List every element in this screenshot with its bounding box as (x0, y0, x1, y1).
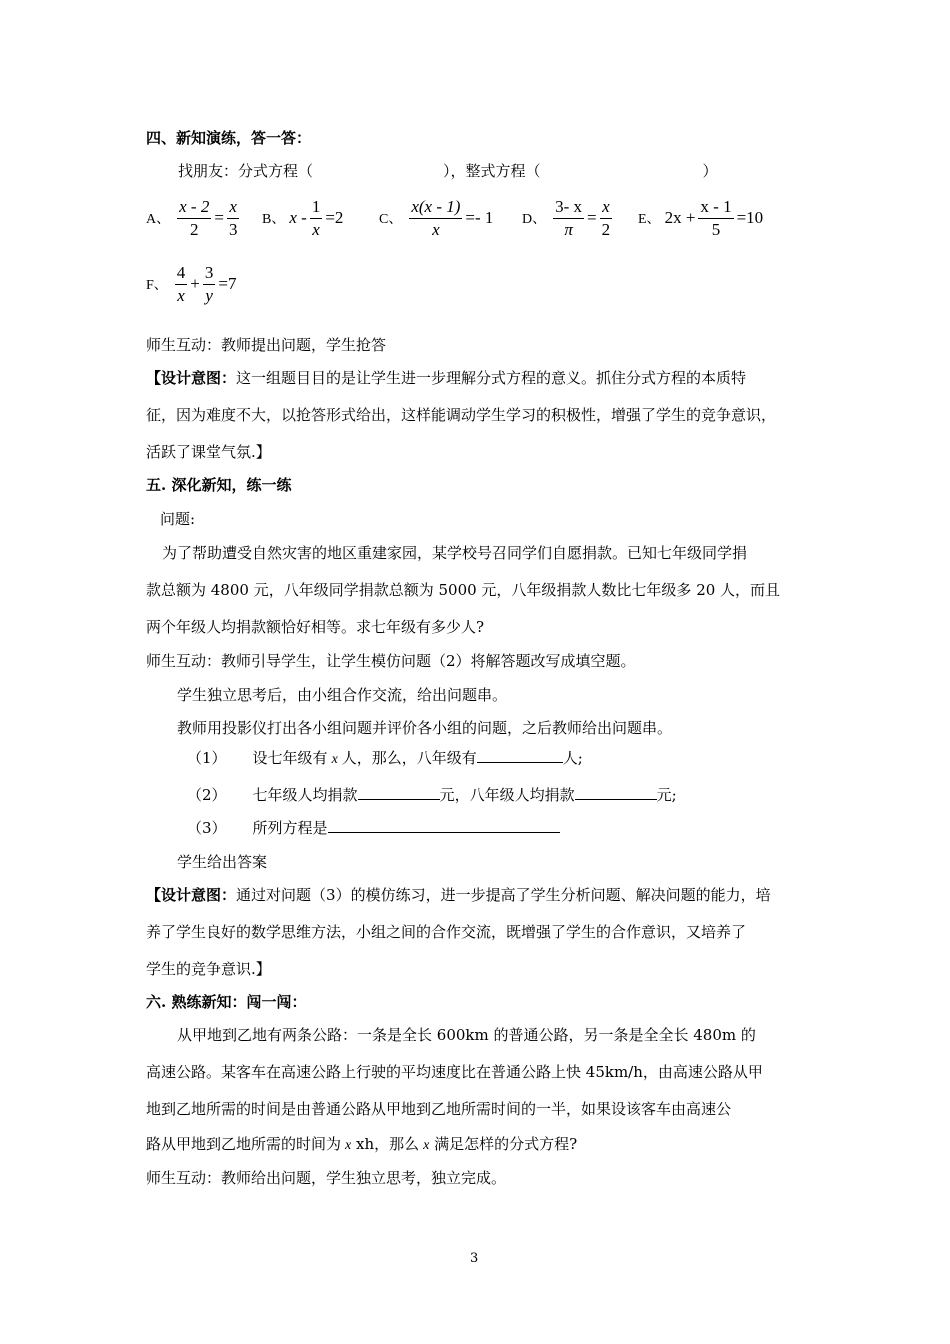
design-intent-1-line3: 活跃了课堂气氛.】 (146, 443, 271, 461)
option-f-fraction-left: $\frac{4}{x}$ (176, 262, 186, 305)
item-2-text-b: 元，八年级人均捐款 (439, 786, 575, 804)
option-f-plus: + (190, 274, 200, 293)
student-answer: 学生给出答案 (177, 853, 268, 871)
section-6-title: 六. 熟练新知：闯一闯： (146, 993, 307, 1011)
item-2-text-c: 元; (656, 786, 677, 804)
page-number: 3 (470, 1251, 479, 1266)
option-d-fraction-left: $\frac{3- x}{\pi}$ (555, 196, 583, 239)
option-d-fraction-right: $\frac{x}{2}$ (601, 196, 611, 239)
problem-line4-b: xh，那么 (351, 1135, 420, 1153)
find-friends-label: 找朋友：分式方程（ (178, 162, 314, 180)
item-2-blank-2 (575, 784, 657, 800)
option-e (638, 194, 763, 242)
item-2-blank-1 (358, 784, 440, 800)
option-a (146, 194, 242, 242)
design-intent-2-colon: ： (221, 886, 237, 904)
question-line3: 两个年级人均捐款额恰好相等。求七年级有多少人? (146, 618, 485, 636)
option-c (379, 194, 493, 242)
item-2-number: （2） (187, 786, 227, 804)
option-b-pre: x - (289, 208, 307, 227)
item-1-number: （1） (187, 749, 227, 767)
interaction-1: 师生互动：教师提出问题，学生抢答 (146, 336, 387, 354)
question-line2: 款总额为 4800 元，八年级同学捐款总额为 5000 元，八年级捐款人数比七年级多 20 人，而且 (146, 581, 781, 599)
item-1-variable: x (331, 752, 338, 767)
find-friends-line (178, 160, 718, 182)
option-f-label: F、 (146, 278, 168, 293)
design-intent-1-head: 【设计意图 (146, 369, 222, 387)
option-a-fraction-left: $\frac{x - 2}{2}$ (179, 196, 210, 239)
option-f (146, 260, 236, 308)
item-2 (187, 784, 677, 806)
interaction-2: 师生互动：教师引导学生，让学生模仿问题（2）将解答题改写成填空题。 (146, 652, 636, 670)
design-intent-1-line2: 征，因为难度不大，以抢答形式给出，这样能调动学生学习的积极性，增强了学生的竞争意识， (146, 406, 777, 424)
item-3 (187, 817, 560, 839)
option-e-label: E、 (638, 212, 661, 227)
find-friends-mid: ），整式方程（ (443, 162, 541, 180)
item-1 (187, 747, 583, 771)
item-1-text-c: 人; (562, 749, 583, 767)
option-c-fraction: $\frac{x(x - 1)}{x}$ (411, 196, 461, 239)
item-1-blank (477, 747, 563, 763)
section-5-title: 五. 深化新知，练一练 (146, 476, 292, 494)
problem-line4 (146, 1133, 577, 1157)
option-d-eq: = (587, 208, 597, 227)
option-e-pre: 2x + (664, 208, 696, 227)
item-3-blank (328, 817, 560, 833)
item-1-text-a: 设七年级有 (252, 749, 328, 767)
option-e-fraction: $\frac{x - 1}{5}$ (700, 196, 732, 239)
option-f-fraction-right: $\frac{3}{y}$ (204, 262, 214, 305)
option-a-fraction-right: $\frac{x}{3}$ (228, 196, 238, 239)
option-b-fraction: $\frac{1}{x}$ (311, 196, 321, 239)
step-1: 学生独立思考后，由小组合作交流，给出问题串。 (177, 686, 508, 704)
item-1-text-b: 人，那么，八年级有 (341, 749, 477, 767)
design-intent-1-colon: ： (221, 369, 237, 387)
problem-line4-a: 路从甲地到乙地所需的时间为 (146, 1135, 342, 1153)
option-b-post: =2 (325, 208, 344, 227)
interaction-3: 师生互动：教师给出问题，学生独立思考，独立完成。 (146, 1169, 507, 1187)
design-intent-2-head: 【设计意图 (146, 886, 222, 904)
option-e-post: =10 (736, 208, 764, 227)
option-c-label: C、 (379, 212, 403, 227)
question-label: 问题: (160, 510, 196, 528)
option-c-post: =- 1 (465, 208, 494, 227)
problem-variable-2: x (423, 1138, 430, 1153)
design-intent-1-text1: 这一组题目目的是让学生进一步理解分式方程的意义。抓住分式方程的本质特 (236, 369, 747, 387)
option-a-label: A、 (146, 212, 171, 227)
problem-line3: 地到乙地所需的时间是由普通公路从甲地到乙地所需时间的一半，如果设该客车由高速公 (146, 1100, 732, 1118)
option-f-post: =7 (218, 274, 237, 293)
design-intent-2-text1: 通过对问题（3）的模仿练习，进一步提高了学生分析问题、解决问题的能力，培 (236, 886, 771, 904)
design-intent-1-line1 (146, 367, 746, 389)
design-intent-2-line2: 养了学生良好的数学思维方法，小组之间的合作交流，既增强了学生的合作意识，又培养了 (146, 923, 747, 941)
problem-variable-1: x (345, 1138, 352, 1153)
option-b (262, 194, 343, 242)
design-intent-2-line1 (146, 884, 771, 906)
option-a-eq: = (214, 208, 224, 227)
option-d-label: D、 (522, 212, 547, 227)
problem-line1: 从甲地到乙地有两条公路：一条是全长 600km 的普通公路，另一条是全全长 480m 的 (177, 1026, 756, 1044)
problem-line4-d: 满足怎样的分式方程? (429, 1135, 578, 1153)
item-3-text-a: 所列方程是 (252, 819, 328, 837)
question-line1: 为了帮助遭受自然灾害的地区重建家园，某学校号召同学们自愿捐款。已知七年级同学捐 (162, 544, 748, 562)
option-b-label: B、 (262, 212, 286, 227)
option-d (522, 194, 615, 242)
problem-line2: 高速公路。某客车在高速公路上行驶的平均速度比在普通公路上快 45km/h，由高速公路从甲 (146, 1063, 763, 1081)
item-3-number: （3） (187, 819, 227, 837)
find-friends-end: ） (702, 162, 718, 180)
section-4-title: 四、新知演练，答一答： (146, 129, 312, 147)
step-2: 教师用投影仪打出各小组问题并评价各小组的问题，之后教师给出问题串。 (177, 719, 673, 737)
item-2-text-a: 七年级人均捐款 (252, 786, 358, 804)
design-intent-2-line3: 学生的竞争意识.】 (146, 960, 271, 978)
